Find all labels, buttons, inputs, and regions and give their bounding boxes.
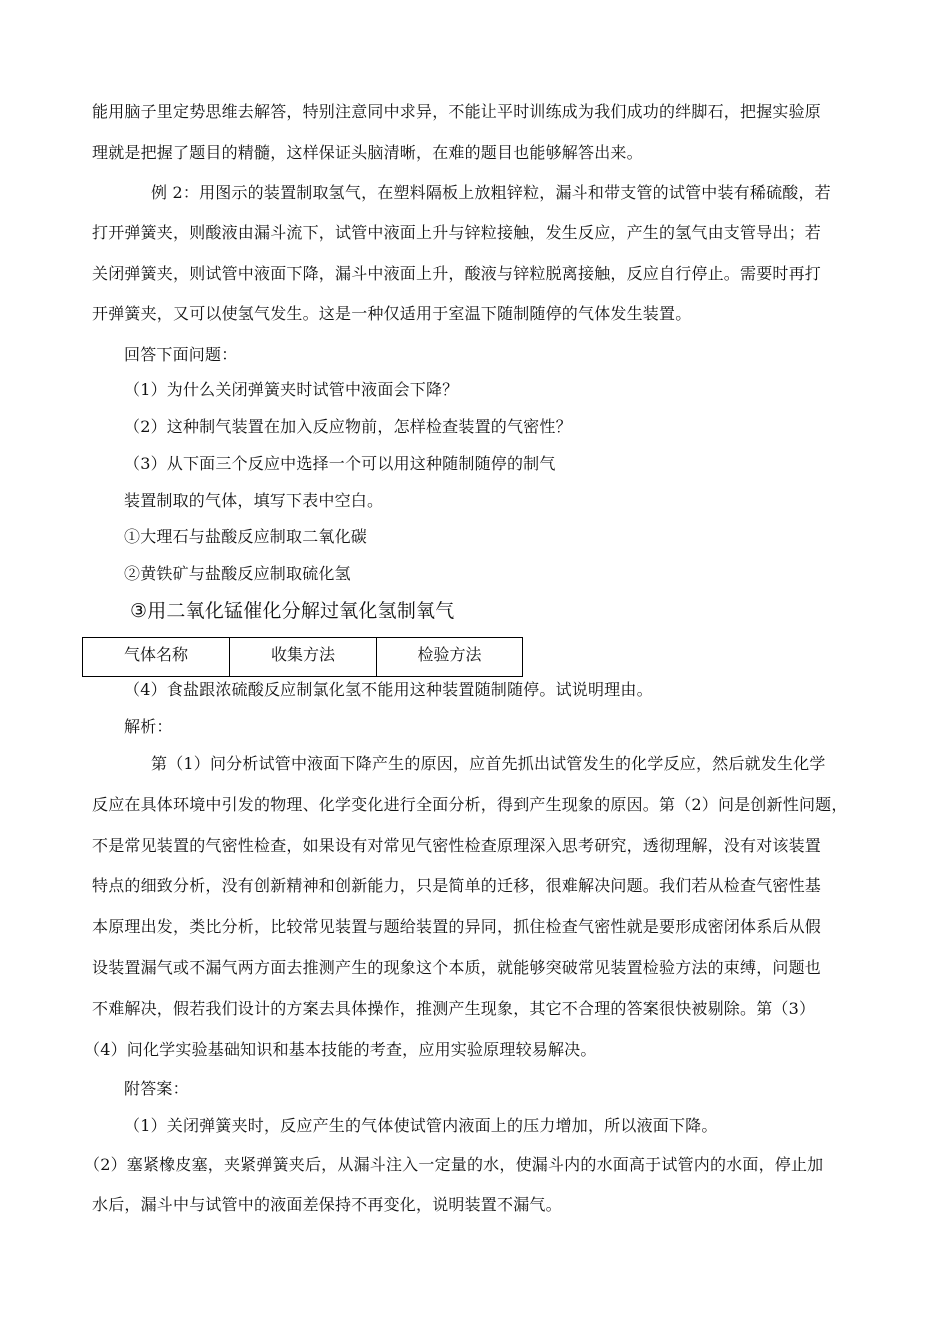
question-2: （2）这种制气装置在加入反应物前，怎样检查装置的气密性？: [124, 417, 572, 436]
answer-2-line-1: （2）塞紧橡皮塞，夹紧弹簧夹后，从漏斗注入一定量的水，使漏斗内的水面高于试管内的水面，停止加: [84, 1155, 824, 1174]
table-header-row: [83, 638, 523, 677]
question-3-line-2: 装置制取的气体，填写下表中空白。: [124, 491, 384, 510]
example2-line-4: 开弹簧夹，又可以使氢气发生。这是一种仅适用于室温下随制随停的气体发生装置。: [92, 304, 692, 323]
answers-label: 附答案：: [124, 1079, 189, 1098]
question-1: （1）为什么关闭弹簧夹时试管中液面会下降？: [124, 380, 459, 399]
intro-line-2: 理就是把握了题目的精髓，这样保证头脑清晰，在难的题目也能够解答出来。: [92, 143, 643, 162]
example2-line-1: 例 2：用图示的装置制取氢气，在塑料隔板上放粗锌粒，漏斗和带支管的试管中装有稀硫酸，若: [151, 183, 831, 202]
example2-line-2: 打开弹簧夹，则酸液由漏斗流下，试管中液面上升与锌粒接触，发生反应，产生的氢气由支管导出；若: [92, 223, 822, 242]
table-header-test-method: 检验方法: [377, 638, 523, 677]
intro-line-1: 能用脑子里定势思维去解答，特别注意同中求异，不能让平时训练成为我们成功的绊脚石，把握实验原: [92, 102, 822, 121]
table-header-gas-name: 气体名称: [83, 638, 230, 677]
option-2: ②黄铁矿与盐酸反应制取硫化氢: [124, 564, 351, 583]
analysis-line-8: （4）问化学实验基础知识和基本技能的考查，应用实验原理较易解决。: [84, 1040, 597, 1059]
analysis-line-1: 第（1）问分析试管中液面下降产生的原因，应首先抓出试管发生的化学反应，然后就发生化学: [151, 754, 826, 773]
answer-prompt: 回答下面问题：: [124, 345, 238, 364]
option-1: ①大理石与盐酸反应制取二氧化碳: [124, 527, 368, 546]
example2-line-3: 关闭弹簧夹，则试管中液面下降，漏斗中液面上升，酸液与锌粒脱离接触，反应自行停止。需要时再打: [92, 264, 822, 283]
question-4: （4）食盐跟浓硫酸反应制氯化氢不能用这种装置随制随停。试说明理由。: [124, 680, 653, 699]
answer-1: （1）关闭弹簧夹时，反应产生的气体使试管内液面上的压力增加，所以液面下降。: [124, 1116, 718, 1135]
analysis-line-4: 特点的细致分析，没有创新精神和创新能力，只是简单的迁移，很难解决问题。我们若从检查气密性基: [92, 876, 822, 895]
gas-table: [82, 637, 523, 677]
analysis-label: 解析：: [124, 717, 173, 736]
answer-2-line-2: 水后，漏斗中与试管中的液面差保持不再变化，说明装置不漏气。: [92, 1195, 562, 1214]
analysis-line-7: 不难解决，假若我们设计的方案去具体操作，推测产生现象，其它不合理的答案很快被剔除。第（3）: [92, 999, 816, 1018]
analysis-line-3: 不是常见装置的气密性检查，如果设有对常见气密性检查原理深入思考研究，透彻理解，没有对该装置: [92, 836, 822, 855]
question-3-line-1: （3）从下面三个反应中选择一个可以用这种随制随停的制气: [124, 454, 556, 473]
table-header-collection-method: 收集方法: [230, 638, 377, 677]
analysis-line-5: 本原理出发，类比分析，比较常见装置与题给装置的异同，抓住检查气密性就是要形成密闭体系后从假: [92, 917, 822, 936]
option-3: ③用二氧化锰催化分解过氧化氢制氧气: [130, 600, 455, 622]
analysis-line-6: 设装置漏气或不漏气两方面去推测产生的现象这个本质，就能够突破常见装置检验方法的束缚，问题也: [92, 958, 822, 977]
analysis-line-2: 反应在具体环境中引发的物理、化学变化进行全面分析，得到产生现象的原因。第（2）问是创新性问题，: [92, 795, 848, 814]
